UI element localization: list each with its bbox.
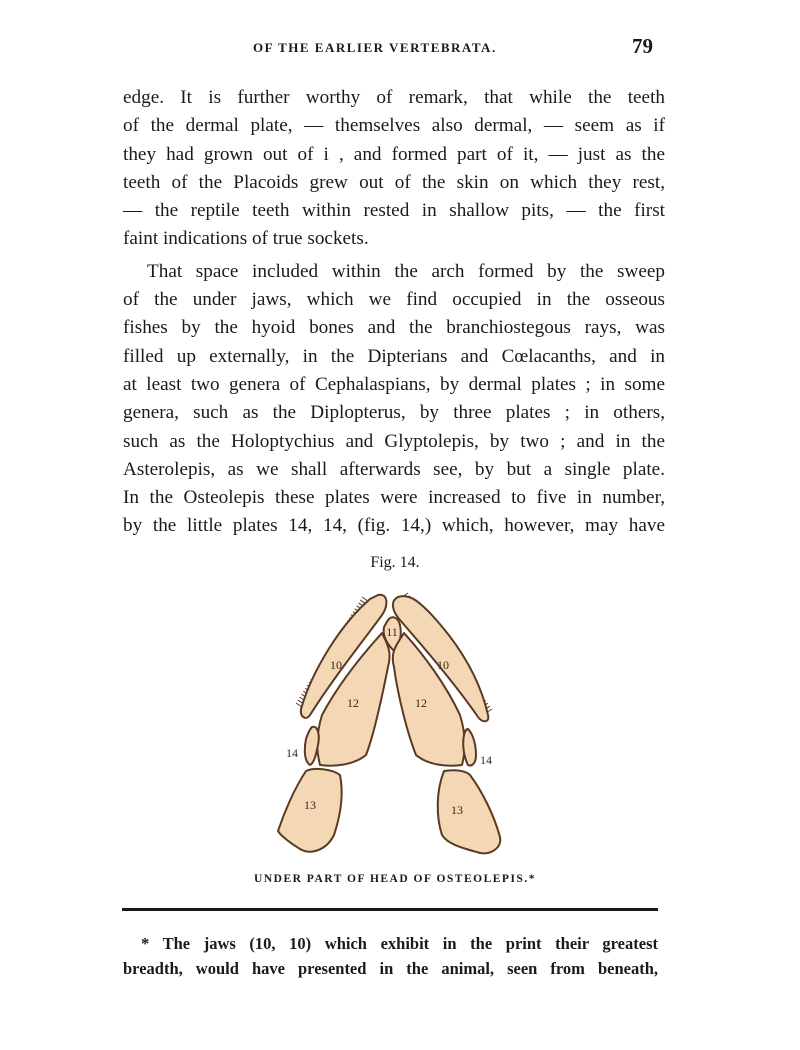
body-text — [123, 84, 665, 541]
text-line: That space included within the arch formed by the sweep — [147, 260, 665, 282]
text-line: they had grown out of i , and formed part of it, — just as the — [123, 143, 665, 165]
bone-label-jaw-left: 10 — [330, 658, 342, 672]
paragraph-2 — [123, 258, 665, 541]
osteolepis-head-illustration — [270, 585, 520, 860]
bone-label-small-right: 14 — [480, 753, 492, 767]
text-line: of the under jaws, which we find occupied in the osseous — [123, 289, 665, 311]
small-plate-left — [305, 727, 319, 765]
small-plate-right — [463, 729, 476, 766]
text-line: teeth of the Placoids grew out of the skin on which they rest, — [123, 171, 665, 193]
running-head-title: OF THE EARLIER VERTEBRATA. — [253, 40, 497, 55]
footnote-line: * The jaws (10, 10) which exhibit in the print their greatest — [141, 934, 658, 953]
bone-label-lower-right: 13 — [451, 803, 463, 817]
text-line: by the little plates 14, 14, (fig. 14,) which, however, may have — [123, 515, 665, 537]
lower-plate-right — [438, 770, 501, 853]
text-line: Asterolepis, as we shall afterwards see, by but a single plate. — [123, 458, 665, 480]
text-line: filled up externally, in the Dipterians and Cœlacanths, and in — [123, 345, 665, 367]
text-line: edge. It is further worthy of remark, that while the teeth — [123, 87, 665, 108]
text-line: faint indications of true sockets. — [123, 228, 369, 250]
text-line: genera, such as the Diplopterus, by three plates ; in others, — [123, 402, 665, 424]
text-line: In the Osteolepis these plates were increased to five in number, — [123, 487, 665, 509]
footnote-divider — [122, 908, 658, 911]
text-line: fishes by the hyoid bones and the branchiostegous rays, was — [123, 317, 665, 339]
bone-label-plate-left: 12 — [347, 696, 359, 710]
bone-label-small-left: 14 — [286, 746, 298, 760]
bone-label-lower-left: 13 — [304, 798, 316, 812]
bone-label-median: 11 — [386, 625, 398, 639]
figure-label: Fig. 14. — [370, 554, 420, 571]
running-header — [0, 36, 800, 60]
text-line: of the dermal plate, — themselves also dermal, — seem as if — [123, 115, 665, 137]
page-number: 79 — [632, 34, 653, 58]
footnote — [123, 931, 658, 981]
footnote-line: breadth, would have presented in the animal, seen from beneath, — [123, 959, 658, 978]
bone-label-jaw-right: 10 — [437, 658, 449, 672]
figure-caption: UNDER PART OF HEAD OF OSTEOLEPIS.* — [254, 873, 536, 885]
text-line: at least two genera of Cephalaspians, by dermal plates ; in some — [123, 373, 665, 395]
text-line: — the reptile teeth within rested in shallow pits, — the first — [123, 200, 665, 222]
paragraph-1 — [123, 84, 665, 254]
bone-label-plate-right: 12 — [415, 696, 427, 710]
text-line: such as the Holoptychius and Glyptolepis, by two ; and in the — [123, 430, 665, 452]
